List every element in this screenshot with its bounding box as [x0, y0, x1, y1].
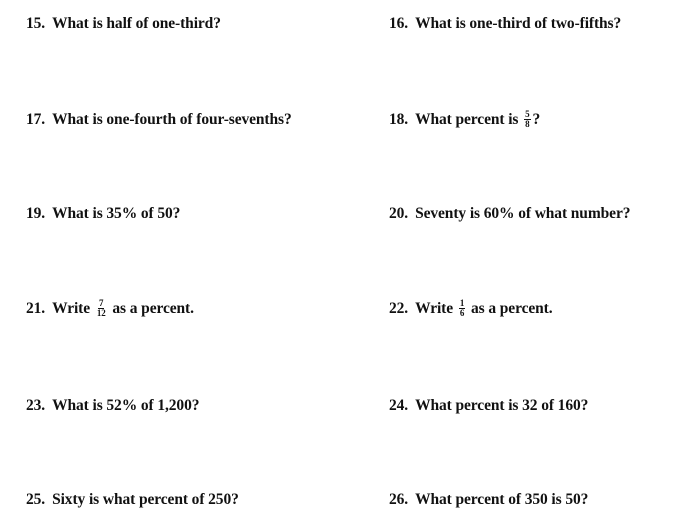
question-21	[26, 299, 194, 319]
question-text-after: as a percent.	[467, 300, 553, 317]
question-text: What is half of one-third?	[52, 15, 221, 32]
question-number: 26.	[389, 491, 409, 508]
question-24	[389, 396, 588, 416]
question-number: 19.	[26, 205, 46, 222]
question-text-before: What percent is	[415, 111, 523, 128]
question-text: What percent of 350 is 50?	[415, 491, 589, 508]
question-23	[26, 396, 199, 416]
fraction	[96, 299, 107, 318]
question-text: What percent is 32 of 160?	[415, 397, 589, 414]
fraction-denominator: 6	[459, 307, 465, 318]
question-19	[26, 204, 180, 224]
question-text-before: Write	[415, 300, 457, 317]
question-number: 25.	[26, 491, 46, 508]
question-17	[26, 110, 292, 130]
fraction-denominator: 8	[525, 118, 530, 129]
question-text: Seventy is 60% of what number?	[415, 205, 631, 222]
question-number: 23.	[26, 397, 46, 414]
question-text-after: ?	[532, 111, 541, 128]
question-15	[26, 14, 221, 34]
question-18	[389, 110, 540, 130]
fraction-denominator: 12	[96, 307, 106, 318]
question-text-before: Write	[52, 300, 94, 317]
fraction-numerator: 1	[459, 297, 465, 308]
question-20	[389, 204, 630, 224]
fraction-numerator: 7	[99, 297, 104, 308]
question-number: 22.	[389, 300, 409, 317]
question-26	[389, 490, 588, 510]
question-number: 18.	[389, 111, 409, 128]
question-16	[389, 14, 621, 34]
question-text: What is 52% of 1,200?	[52, 397, 200, 414]
question-number: 20.	[389, 205, 409, 222]
question-text: What is 35% of 50?	[52, 205, 181, 222]
question-text: What is one-fourth of four-sevenths?	[52, 111, 292, 128]
question-number: 24.	[389, 397, 409, 414]
question-number: 16.	[389, 15, 409, 32]
fraction-numerator: 5	[525, 108, 530, 119]
question-text: Sixty is what percent of 250?	[52, 491, 239, 508]
fraction	[459, 299, 465, 318]
question-number: 15.	[26, 15, 46, 32]
question-22	[389, 299, 553, 319]
question-number: 17.	[26, 111, 46, 128]
question-number: 21.	[26, 300, 46, 317]
question-text-after: as a percent.	[108, 300, 194, 317]
question-text: What is one-third of two-fifths?	[415, 15, 622, 32]
fraction	[524, 110, 530, 129]
question-25	[26, 490, 239, 510]
